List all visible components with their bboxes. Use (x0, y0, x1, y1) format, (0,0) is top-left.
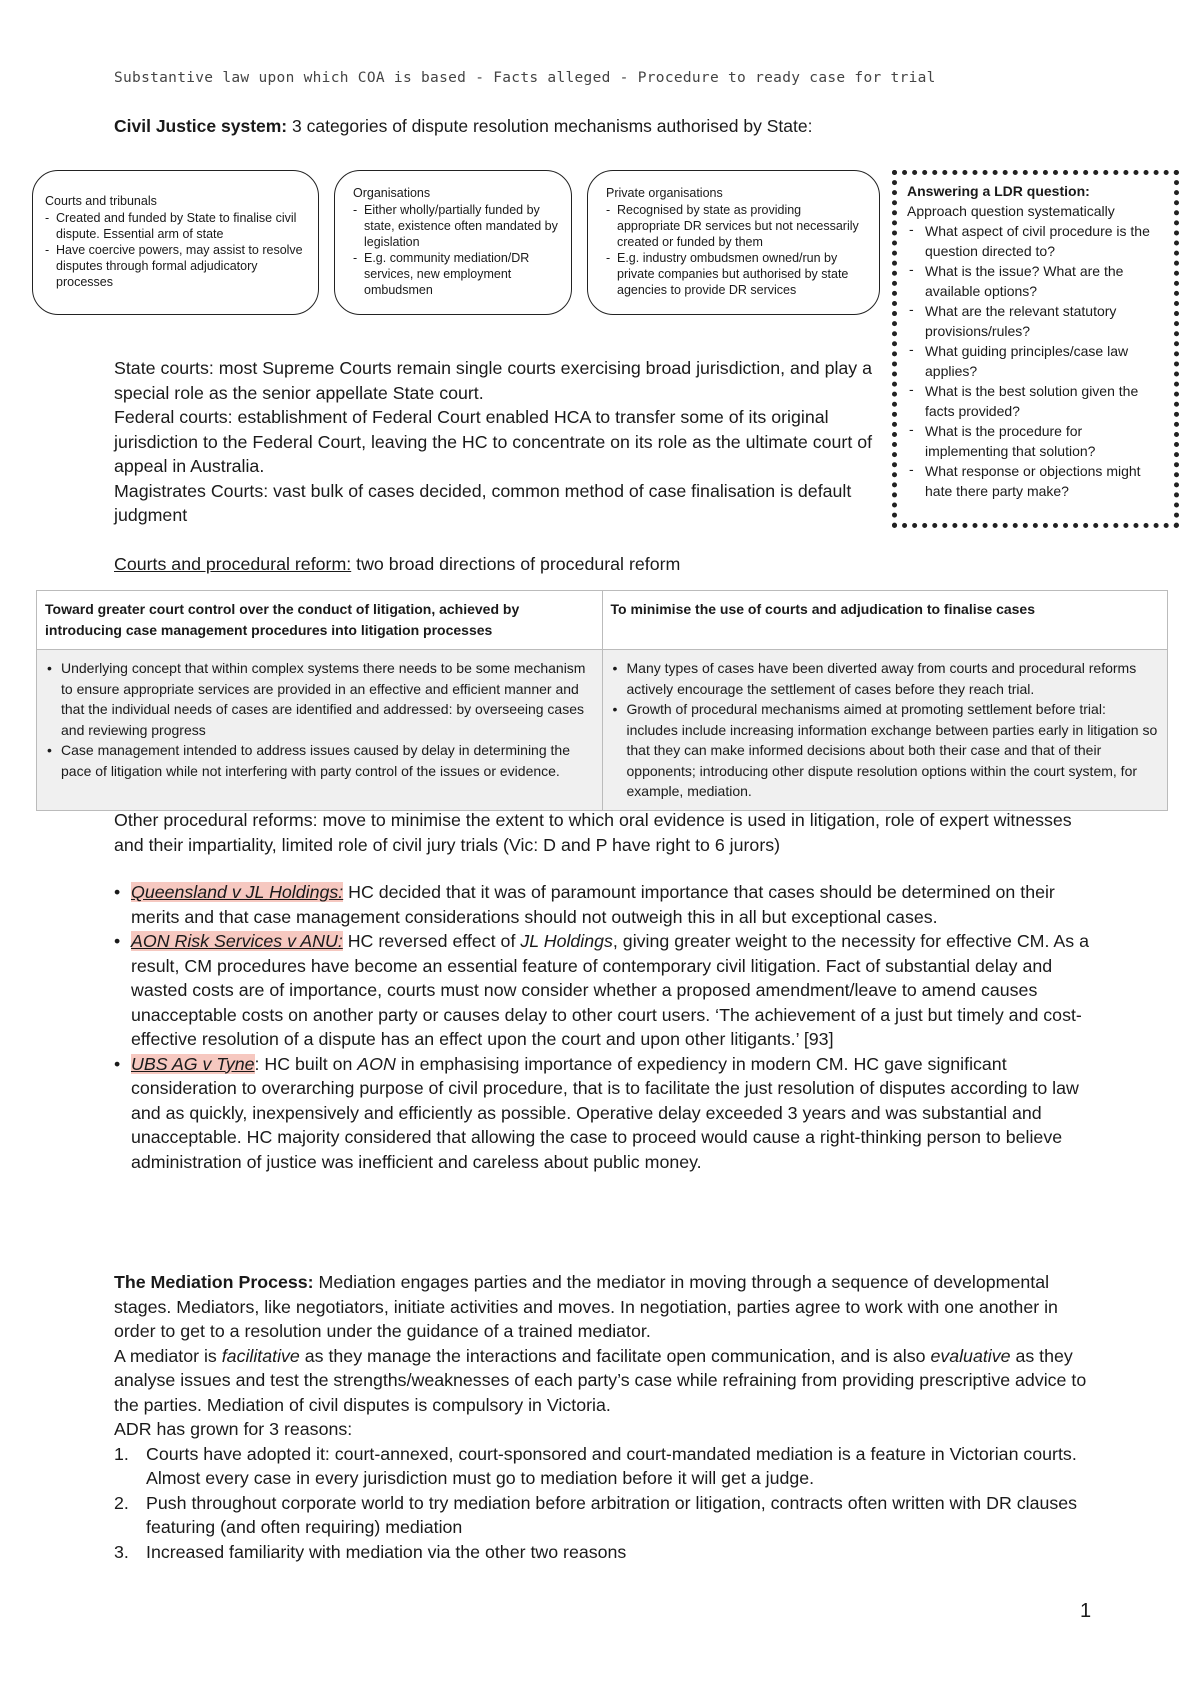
box-item: - E.g. industry ombudsmen owned/run by private companies but authorised by state agencies to provide DR services (606, 250, 867, 298)
civil-justice-text: 3 categories of dispute resolution mechanisms authorised by State: (287, 116, 813, 136)
courts-paragraphs (114, 356, 894, 528)
civil-justice-label: Civil Justice system: (114, 116, 288, 136)
table-cell (602, 650, 1168, 811)
table-cell (37, 650, 603, 811)
procedural-reform-heading (114, 554, 680, 575)
mediator-italic: facilitative (221, 1345, 300, 1366)
case-name: Queensland v JL Holdings: (131, 882, 344, 902)
box-title: Private organisations (606, 186, 723, 200)
mediation-heading: The Mediation Process: (114, 1272, 314, 1292)
box-item: - Have coercive powers, may assist to resolve disputes through formal adjudicatory processes (45, 242, 306, 290)
adr-reason-number: 2. (114, 1492, 129, 1513)
ldr-item: - What response or objections might hate there party make? (907, 461, 1164, 501)
box-item: - Either wholly/partially funded by state, existence often mandated by legislation (353, 202, 559, 250)
case-name: UBS AG v Tyne (131, 1053, 255, 1074)
mediator-italic: evaluative (930, 1345, 1011, 1366)
page-header: Substantive law upon which COA is based - Facts alleged - Procedure to ready case for trial (114, 70, 936, 86)
procedural-reform-table (36, 590, 1168, 811)
case-italic: JL Holdings (520, 931, 613, 951)
adr-reason-text: Push throughout corporate world to try mediation before arbitration or litigation, contracts often written with DR clauses featuring (and often requiring) mediation (146, 1492, 1078, 1537)
case-text: HC decided that it was of paramount importance that cases should be determined on their merits and that case management considerations should not outweigh this in all but exceptional cases. (131, 882, 1055, 927)
ldr-item: - What is the issue? What are the available options? (907, 261, 1164, 301)
mediation-section (114, 1270, 1104, 1564)
mediation-text: Mediation engages parties and the mediator in moving through a sequence of developmental stages. Mediators, like negotiators, initiate activities and moves. In negotiation, parties agree to work with one another in order to get to a resolution under the guidance of a trained mediator. (114, 1272, 1058, 1341)
mediator-paragraph (114, 1344, 1104, 1418)
box-item: - Created and funded by State to finalise civil dispute. Essential arm of state (45, 210, 306, 242)
adr-reason (114, 1540, 1104, 1565)
ldr-title: Answering a LDR question: (907, 183, 1090, 199)
adr-reason-number: 1. (114, 1443, 129, 1464)
ldr-item: - What are the relevant statutory provisions/rules? (907, 301, 1164, 341)
ldr-item: - What aspect of civil procedure is the question directed to? (907, 221, 1164, 261)
box-item: - E.g. community mediation/DR services, new employment ombudsmen (353, 250, 559, 298)
case-name: AON Risk Services v ANU: (131, 931, 343, 951)
other-reforms-paragraph: Other procedural reforms: move to minimise the extent to which oral evidence is used in litigation, role of expert witnesses and their impartiality, limited role of civil jury trials (Vic: D and P have right to 6 jurors) (114, 810, 1072, 855)
table-row (37, 650, 1168, 811)
ldr-item: - What guiding principles/case law applies? (907, 341, 1164, 381)
box-title: Courts and tribunals (45, 194, 157, 208)
case-item (114, 1052, 1104, 1175)
case-text: : HC built on (254, 1053, 358, 1074)
box-organisations (334, 170, 572, 315)
box-item: - Recognised by state as providing appropriate DR services but not necessarily created or funded by them (606, 202, 867, 250)
case-text: , giving greater weight to the necessity for effective CM. As a result, CM procedures have become an essential feature of contemporary civil litigation. Fact of substantial delay and wasted costs are of importance, courts must now consider whether a proposed amendment/leave to amend causes unacceptable costs on another party or causes delay to other court users. ‘The achievement of a just but timely and cost- effective resolution of a dispute has an effect upon the court and upon other litigants.’ [93] (131, 931, 1089, 1049)
box-courts-tribunals (32, 170, 319, 315)
magistrates-courts-paragraph: Magistrates Courts: vast bulk of cases decided, common method of case finalisation is default judgment (114, 480, 852, 525)
list-item: • Underlying concept that within complex systems there needs to be some mechanism to ensure appropriate services are provided in an effective and efficient manner and that the individual needs of cases are identified and addressed: by overseeing cases and reviewing progress (45, 658, 594, 740)
case-list (114, 880, 1104, 1174)
box-title: Organisations (353, 186, 431, 200)
list-item: • Case management intended to address issues caused by delay in determining the pace of litigation while not interfering with party control of the issues or evidence. (45, 740, 594, 781)
mediator-text: as they analyse issues and test the strengths/weaknesses of each party’s case while refraining from providing prescriptive advice to the parties. Mediation of civil disputes is compulsory in Victoria. (114, 1345, 1087, 1415)
case-text: HC reversed effect of (342, 931, 521, 951)
civil-justice-heading (114, 116, 812, 137)
mediator-text: as they manage the interactions and facilitate open communication, and is also (299, 1345, 931, 1366)
table-header-cell: Toward greater court control over the conduct of litigation, achieved by introducing case management procedures into litigation processes (37, 591, 603, 650)
list-item: • Many types of cases have been diverted away from courts and procedural reforms actively encourage the settlement of cases before they reach trial. (611, 658, 1160, 699)
adr-intro: ADR has grown for 3 reasons: (114, 1419, 353, 1439)
case-item (114, 929, 1104, 1052)
adr-reason (114, 1491, 1104, 1540)
federal-courts-paragraph: Federal courts: establishment of Federal Court enabled HCA to transfer some of its original jurisdiction to the Federal Court, leaving the HC to concentrate on its role as the ultimate court of appeal in Australia. (114, 407, 873, 476)
adr-reason-number: 3. (114, 1541, 129, 1562)
adr-reason-text: Courts have adopted it: court-annexed, court-sponsored and court-mandated mediation is a feature in Victorian courts. Almost every case in every jurisdiction must go to mediation before it will get a judge. (146, 1443, 1077, 1488)
mediator-text: A mediator is (114, 1345, 222, 1366)
reform-heading-label: Courts and procedural reform: (114, 554, 352, 574)
page-number: 1 (1080, 1600, 1092, 1622)
case-text: in emphasising importance of expediency in modern CM. HC gave significant consideration to overarching purpose of civil procedure, that is to facilitate the just resolution of disputes according to law and as quickly, inexpensively and efficiently as possible. Operative delay exceeded 3 years and was substantial and unacceptable. HC majority considered that allowing the case to proceed would cause a right-thinking person to believe administration of justice was inefficient and careless about public money. (131, 1053, 1079, 1172)
ldr-question-box (892, 170, 1179, 528)
list-item: • Growth of procedural mechanisms aimed at promoting settlement before trial: includes include increasing information exchange between parties early in litigation so that they can make informed decisions about both their case and that of their opponents; introducing other dispute resolution options within the court system, for example, mediation. (611, 699, 1160, 802)
table-header-row (37, 591, 1168, 650)
ldr-item: - What is the best solution given the facts provided? (907, 381, 1164, 421)
box-private-organisations (587, 170, 880, 315)
case-italic: AON (357, 1053, 396, 1074)
mediation-paragraph (114, 1270, 1104, 1344)
table-header-cell: To minimise the use of courts and adjudication to finalise cases (602, 591, 1168, 650)
ldr-item: - What is the procedure for implementing that solution? (907, 421, 1164, 461)
adr-reason-text: Increased familiarity with mediation via the other two reasons (146, 1541, 627, 1562)
adr-reason (114, 1442, 1104, 1491)
reform-heading-rest: two broad directions of procedural reform (351, 554, 681, 574)
ldr-intro: Approach question systematically (907, 203, 1115, 219)
case-item (114, 880, 1104, 929)
state-courts-paragraph: State courts: most Supreme Courts remain single courts exercising broad jurisdiction, and play a special role as the senior appellate State court. (114, 358, 873, 403)
